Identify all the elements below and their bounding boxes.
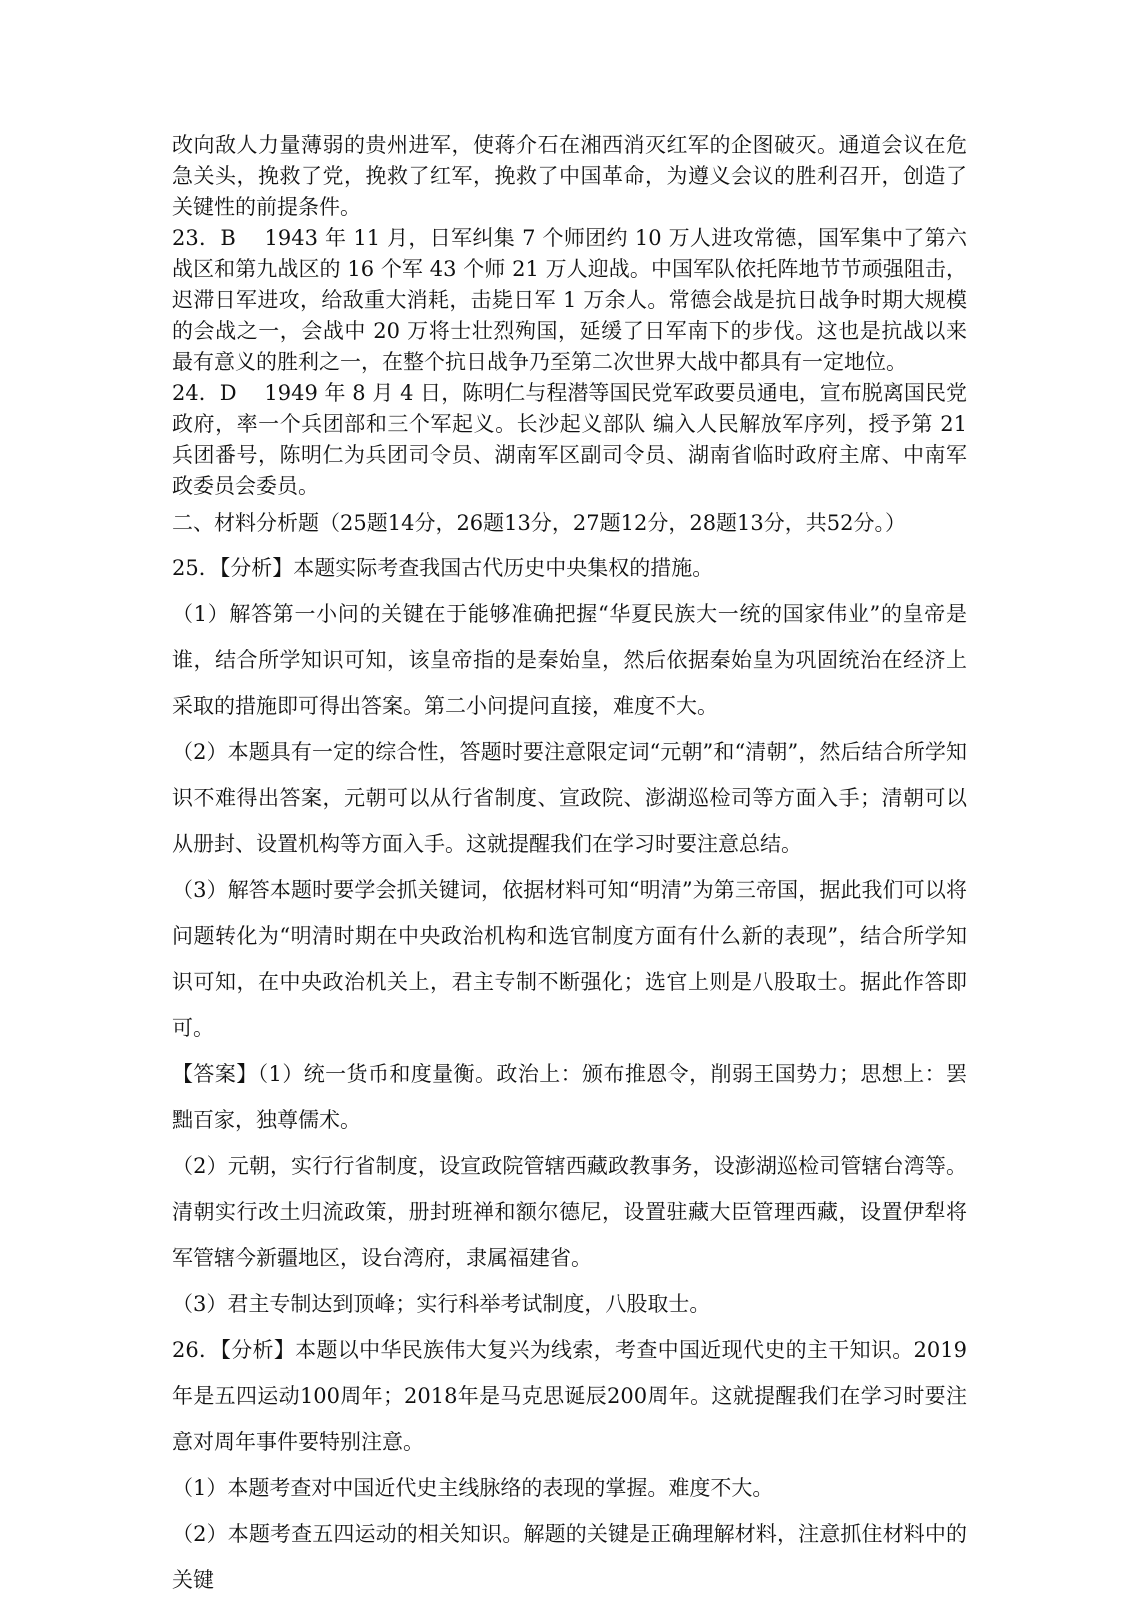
document-page <box>172 130 967 1603</box>
q25-analysis-part1: （1）解答第一小问的关键在于能够准确把握“华夏民族大一统的国家伟业”的皇帝是谁，结合所学知识可知，该皇帝指的是秦始皇，然后依据秦始皇为巩固统治在经济上采取的措施即可得出答案。第二小问提问直接，难度不大。 <box>172 602 967 718</box>
q25-analysis: 25．【分析】本题实际考查我国古代历史中央集权的措施。 <box>172 556 714 580</box>
q25-answer-part3: （3）君主专制达到顶峰；实行科举考试制度，八股取士。 <box>172 1292 711 1316</box>
q26-analysis-part2: （2）本题考查五四运动的相关知识。解题的关键是正确理解材料，注意抓住材料中的关键 <box>172 1522 967 1592</box>
q26-analysis: 26．【分析】本题以中华民族伟大复兴为线索，考查中国近现代史的主干知识。2019年是五四运动100周年；2018年是马克思诞辰200周年。这就提醒我们在学习时要注意对周年事件要特别注意。 <box>172 1338 967 1454</box>
q25-analysis-part3: （3）解答本题时要学会抓关键词，依据材料可知“明清”为第三帝国，据此我们可以将问题转化为“明清时期在中央政治机构和选官制度方面有什么新的表现”，结合所学知识可知，在中央政治机关上，君主专制不断强化；选官上则是八股取士。据此作答即可。 <box>172 878 967 1040</box>
q25-analysis-part2: （2）本题具有一定的综合性，答题时要注意限定词“元朝”和“清朝”，然后结合所学知识不难得出答案，元朝可以从行省制度、宣政院、澎湖巡检司等方面入手；清朝可以从册封、设置机构等方面入手。这就提醒我们在学习时要注意总结。 <box>172 740 967 856</box>
q26-analysis-part1: （1）本题考查对中国近代史主线脉络的表现的掌握。难度不大。 <box>172 1476 774 1500</box>
answer-23: 23．B 1943 年 11 月，日军纠集 7 个师团约 10 万人进攻常德，国军集中了第六战区和第九战区的 16 个军 43 个师 21 万人迎战。中国军队依托阵地节节顽强阻击，迟滞日军进攻，给敌重大消耗，击毙日军 1 万余人。常德会战是抗日战争时期大规模的会战之一，会战中 20 万将士壮烈殉国，延缓了日军南下的步伐。这也是抗战以来最有意义的胜利之一，在整个抗日战争乃至第二次世界大战中都具有一定地位。 <box>172 226 967 374</box>
question-26-block <box>172 1327 967 1603</box>
answer-24: 24．D 1949 年 8 月 4 日，陈明仁与程潜等国民党军政要员通电，宣布脱离国民党政府，率一个兵团部和三个军起义。长沙起义部队 编入人民解放军序列，授予第 21 兵团番号，陈明仁为兵团司令员、湖南军区副司令员、湖南省临时政府主席、中南军政委员会委员。 <box>172 381 967 498</box>
answer-block-upper <box>172 130 967 539</box>
paragraph-tongdao: 改向敌人力量薄弱的贵州进军，使蒋介石在湘西消灭红军的企图破灭。通道会议在危急关头，挽救了党，挽救了红军，挽救了中国革命，为遵义会议的胜利召开，创造了关键性的前提条件。 <box>172 133 967 219</box>
section-heading-material-analysis: 二、材料分析题（25题14分，26题13分，27题12分，28题13分，共52分。） <box>172 511 906 535</box>
q25-answer-part2: （2）元朝，实行行省制度，设宣政院管辖西藏政教事务，设澎湖巡检司管辖台湾等。清朝实行改土归流政策，册封班禅和额尔德尼，设置驻藏大臣管理西藏，设置伊犁将军管辖今新疆地区，设台湾府，隶属福建省。 <box>172 1154 967 1270</box>
question-25-block <box>172 545 967 1327</box>
q25-answer-part1: 【答案】（1）统一货币和度量衡。政治上：颁布推恩令，削弱王国势力；思想上：罢黜百家，独尊儒术。 <box>172 1062 967 1132</box>
